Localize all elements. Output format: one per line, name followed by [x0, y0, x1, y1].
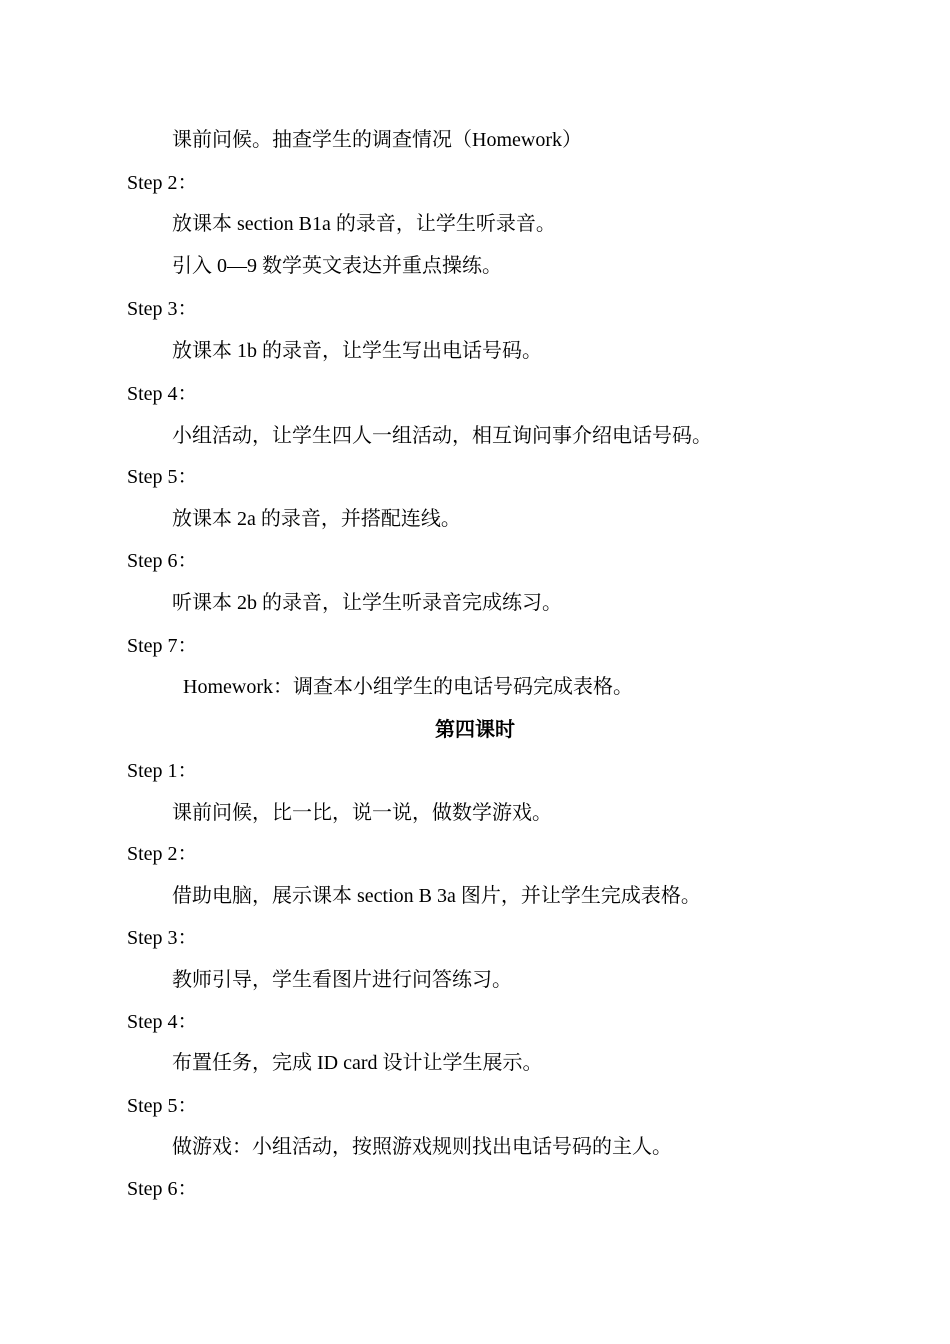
- section-heading: 第四课时: [435, 719, 515, 741]
- step-paragraph: 课前问候，比一比，说一说，做数学游戏。: [172, 802, 552, 824]
- step-paragraph: 放课本 2a 的录音，并搭配连线。: [172, 508, 461, 530]
- step-label: Step 5：: [127, 1095, 198, 1117]
- step-label: Step 7：: [127, 635, 198, 657]
- step-paragraph: 放课本 section B1a 的录音，让学生听录音。: [172, 213, 556, 235]
- step-paragraph: 做游戏：小组活动，按照游戏规则找出电话号码的主人。: [172, 1136, 672, 1158]
- step-label: Step 3：: [127, 298, 198, 320]
- step-label: Step 2：: [127, 843, 198, 865]
- step-label: Step 2：: [127, 172, 198, 194]
- step-label: Step 5：: [127, 466, 198, 488]
- step-paragraph: 放课本 1b 的录音，让学生写出电话号码。: [172, 340, 542, 362]
- step-label: Step 6：: [127, 550, 198, 572]
- step-label: Step 4：: [127, 1011, 198, 1033]
- step-paragraph: 听课本 2b 的录音，让学生听录音完成练习。: [172, 592, 562, 614]
- step-paragraph: 小组活动，让学生四人一组活动，相互询问事介绍电话号码。: [172, 425, 712, 447]
- intro-paragraph: 课前问候。抽查学生的调查情况（Homework）: [172, 129, 582, 151]
- step-paragraph: 借助电脑，展示课本 section B 3a 图片，并让学生完成表格。: [172, 885, 701, 907]
- step-paragraph: Homework：调查本小组学生的电话号码完成表格。: [183, 676, 633, 698]
- step-paragraph: 教师引导，学生看图片进行问答练习。: [172, 969, 512, 991]
- step-label: Step 4：: [127, 383, 198, 405]
- step-label: Step 6：: [127, 1178, 198, 1200]
- step-label: Step 1：: [127, 760, 198, 782]
- step-paragraph: 引入 0—9 数学英文表达并重点操练。: [172, 255, 502, 277]
- step-paragraph: 布置任务，完成 ID card 设计让学生展示。: [172, 1052, 543, 1074]
- step-label: Step 3：: [127, 927, 198, 949]
